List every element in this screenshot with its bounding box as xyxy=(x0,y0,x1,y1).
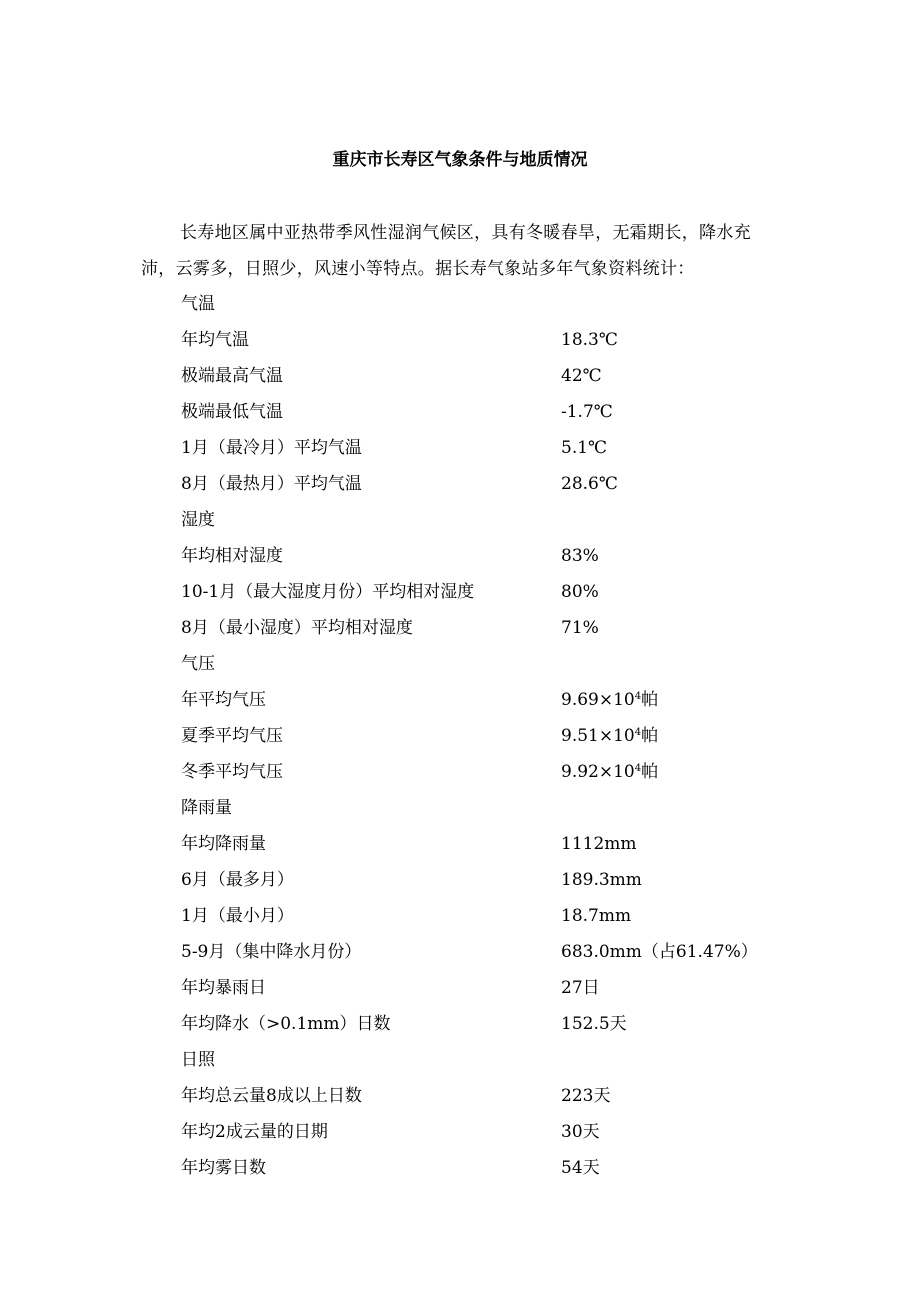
statistic-value-unit: 帕 xyxy=(641,762,659,782)
statistic-row xyxy=(181,970,781,1006)
statistic-row xyxy=(181,1114,781,1150)
statistic-row xyxy=(181,898,781,934)
statistic-value xyxy=(561,826,637,862)
intro-paragraph: 长寿地区属中亚热带季风性湿润气候区，具有冬暖春旱，无霜期长，降水充沛，云雾多，日照少，风速小等特点。据长寿气象站多年气象资料统计： xyxy=(141,223,751,279)
statistic-value-text: 18.7mm xyxy=(561,906,632,926)
statistic-value-exponent: 4 xyxy=(634,727,642,738)
statistic-label: 6月（最多月） xyxy=(181,870,294,890)
statistic-label: 年均雾日数 xyxy=(181,1158,266,1178)
statistic-value xyxy=(561,718,658,754)
statistic-value-text: -1.7℃ xyxy=(561,402,613,422)
statistic-label: 年均2成云量的日期 xyxy=(181,1122,328,1142)
statistic-row xyxy=(181,610,781,646)
section-heading xyxy=(181,1042,781,1078)
statistic-label: 年均暴雨日 xyxy=(181,978,266,998)
statistic-value-text: 9.51×10 xyxy=(561,726,635,746)
statistic-value-text: 5.1℃ xyxy=(561,438,608,458)
statistic-value-exponent: 4 xyxy=(634,691,642,702)
statistic-label: 8月（最小湿度）平均相对湿度 xyxy=(181,618,413,638)
statistic-row xyxy=(181,754,781,790)
statistic-label: 年均气温 xyxy=(181,330,249,350)
statistic-value-text: 30天 xyxy=(561,1122,600,1142)
statistic-value xyxy=(561,934,758,970)
statistic-row xyxy=(181,394,781,430)
statistic-value xyxy=(561,358,602,394)
statistic-row xyxy=(181,358,781,394)
statistic-value xyxy=(561,466,618,502)
section-heading xyxy=(181,286,781,322)
statistic-label: 10-1月（最大湿度月份）平均相对湿度 xyxy=(181,582,475,602)
statistic-value-exponent: 4 xyxy=(634,763,642,774)
statistic-value-text: 80% xyxy=(561,582,599,602)
statistic-value-text: 27日 xyxy=(561,978,600,998)
section-heading-label: 湿度 xyxy=(181,510,215,530)
statistic-value-text: 9.69×10 xyxy=(561,690,635,710)
statistic-label: 1月（最小月） xyxy=(181,906,294,926)
climate-statistics-list xyxy=(181,286,781,1186)
statistic-label: 年均相对湿度 xyxy=(181,546,283,566)
statistic-row xyxy=(181,718,781,754)
statistic-label: 1月（最冷月）平均气温 xyxy=(181,438,362,458)
statistic-value xyxy=(561,538,599,574)
statistic-row xyxy=(181,574,781,610)
statistic-value-text: 18.3℃ xyxy=(561,330,618,350)
statistic-row xyxy=(181,934,781,970)
statistic-value xyxy=(561,970,600,1006)
section-heading xyxy=(181,646,781,682)
statistic-value-unit: 帕 xyxy=(641,690,659,710)
statistic-value xyxy=(561,1150,600,1186)
statistic-value-text: 83% xyxy=(561,546,599,566)
statistic-row xyxy=(181,430,781,466)
statistic-value xyxy=(561,682,658,718)
statistic-value-text: 189.3mm xyxy=(561,870,642,890)
statistic-row xyxy=(181,538,781,574)
statistic-value xyxy=(561,1114,600,1150)
statistic-value-text: 9.92×10 xyxy=(561,762,635,782)
statistic-value-text: 683.0mm（占61.47%） xyxy=(561,942,758,962)
section-heading-label: 气温 xyxy=(181,294,215,314)
statistic-value-text: 54天 xyxy=(561,1158,600,1178)
statistic-label: 5-9月（集中降水月份） xyxy=(181,942,362,962)
statistic-label: 年均降水（>0.1mm）日数 xyxy=(181,1014,391,1034)
statistic-row xyxy=(181,1150,781,1186)
statistic-row xyxy=(181,466,781,502)
statistic-label: 年均降雨量 xyxy=(181,834,266,854)
statistic-value-unit: 帕 xyxy=(641,726,659,746)
statistic-value xyxy=(561,610,599,646)
statistic-label: 极端最低气温 xyxy=(181,402,283,422)
statistic-value xyxy=(561,430,607,466)
statistic-row xyxy=(181,826,781,862)
section-heading xyxy=(181,790,781,826)
section-heading xyxy=(181,502,781,538)
statistic-row xyxy=(181,322,781,358)
statistic-label: 极端最高气温 xyxy=(181,366,283,386)
statistic-value-text: 28.6℃ xyxy=(561,474,618,494)
statistic-value xyxy=(561,862,642,898)
section-heading-label: 降雨量 xyxy=(181,798,232,818)
statistic-row xyxy=(181,682,781,718)
statistic-value-text: 152.5天 xyxy=(561,1014,627,1034)
statistic-value-text: 223天 xyxy=(561,1086,611,1106)
document-title: 重庆市长寿区气象条件与地质情况 xyxy=(332,150,588,170)
statistic-value xyxy=(561,394,613,430)
statistic-value xyxy=(561,1006,627,1042)
section-heading-label: 日照 xyxy=(181,1050,215,1070)
statistic-value xyxy=(561,322,618,358)
statistic-value-text: 71% xyxy=(561,618,599,638)
statistic-label: 年平均气压 xyxy=(181,690,266,710)
statistic-value-text: 42℃ xyxy=(561,366,602,386)
section-heading-label: 气压 xyxy=(181,654,215,674)
statistic-label: 夏季平均气压 xyxy=(181,726,283,746)
statistic-label: 冬季平均气压 xyxy=(181,762,283,782)
statistic-row xyxy=(181,1078,781,1114)
statistic-value xyxy=(561,898,631,934)
statistic-value xyxy=(561,754,658,790)
statistic-row xyxy=(181,1006,781,1042)
statistic-value xyxy=(561,574,599,610)
statistic-value-text: 1112mm xyxy=(561,834,637,854)
statistic-value xyxy=(561,1078,610,1114)
statistic-row xyxy=(181,862,781,898)
statistic-label: 年均总云量8成以上日数 xyxy=(181,1086,362,1106)
statistic-label: 8月（最热月）平均气温 xyxy=(181,474,362,494)
